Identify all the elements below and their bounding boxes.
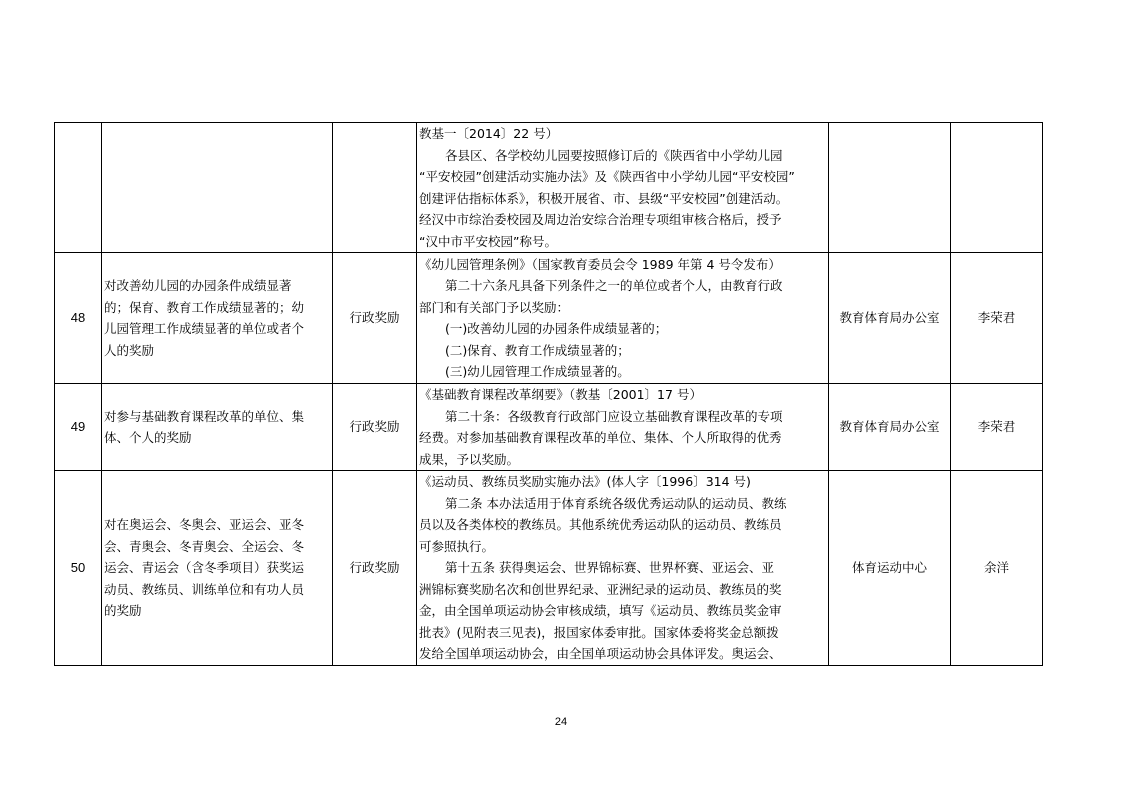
item-line: 人的奖励 [104, 342, 155, 358]
basis-line: 员以及各类体校的教练员。其他系统优秀运动队的运动员、教练员 [419, 517, 782, 532]
item-line: 会、青奥会、冬青奥会、全运会、冬 [104, 538, 305, 554]
legal-basis [417, 253, 829, 384]
item-line: 动员、教练员、训练单位和有功人员 [104, 581, 305, 597]
basis-line: 第十五条 获得奥运会、世界锦标赛、世界杯赛、亚运会、亚 [445, 560, 774, 575]
item-name [102, 471, 333, 666]
basis-line: 各县区、各学校幼儿园要按照修订后的《陕西省中小学幼儿园 [445, 147, 783, 163]
responsible-person: 余洋 [951, 471, 1043, 666]
item-line: 对改善幼儿园的办园条件成绩显著 [104, 278, 292, 293]
basis-line: 部门和有关部门予以奖励： [419, 299, 570, 315]
basis-line: 经汉中市综治委校园及周边治安综合治理专项组审核合格后，授予 [419, 212, 782, 227]
basis-line: 成果，予以奖励。 [419, 451, 520, 467]
basis-line: 第二十六条凡具备下列条件之一的单位或者个人，由教育行政 [445, 278, 783, 293]
basis-line: 第二十条：各级教育行政部门应设立基础教育课程改革的专项 [445, 408, 783, 424]
basis-line: 经费。对参加基础教育课程改革的单位、集体、个人所取得的优秀 [419, 430, 782, 445]
basis-line: (一)改善幼儿园的办园条件成绩显著的； [445, 321, 668, 336]
row-number: 50 [55, 471, 102, 666]
basis-line: 发给全国单项运动协会，由全国单项运动协会具体评发。奥运会、 [419, 646, 782, 661]
department: 教育体育局办公室 [829, 384, 951, 471]
row-number: 48 [55, 253, 102, 384]
table-row [55, 123, 1043, 253]
responsible-person [951, 123, 1043, 253]
item-line: 对参与基础教育课程改革的单位、集 [104, 408, 305, 424]
basis-line: 《幼儿园管理条例》（国家教育委员会令 1989 年第 4 号令发布） [419, 256, 781, 272]
item-name [102, 253, 333, 384]
rewards-table [54, 122, 1043, 666]
item-line: 的奖励 [104, 603, 142, 618]
item-line: 对在奥运会、冬奥会、亚运会、亚冬 [104, 517, 305, 532]
item-name [102, 384, 333, 471]
page-number: 24 [554, 716, 568, 728]
category: 行政奖励 [333, 384, 417, 471]
responsible-person: 李荣君 [951, 384, 1043, 471]
department [829, 123, 951, 253]
item-line: 运会、青运会（含冬季项目）获奖运 [104, 560, 305, 575]
department: 教育体育局办公室 [829, 253, 951, 384]
basis-line: 《运动员、教练员奖励实施办法》(体人字〔1996〕314 号) [419, 474, 751, 489]
basis-line: “平安校园”创建活动实施办法》及《陕西省中小学幼儿园“平安校园” [419, 169, 795, 184]
department: 体育运动中心 [829, 471, 951, 666]
category: 行政奖励 [333, 253, 417, 384]
category [333, 123, 417, 253]
basis-line: (三)幼儿园管理工作成绩显著的。 [445, 364, 630, 379]
legal-basis [417, 471, 829, 666]
item-line: 体、个人的奖励 [104, 430, 192, 445]
basis-line: 《基础教育课程改革纲要》（教基〔2001〕17 号） [419, 387, 702, 402]
item-line: 儿园管理工作成绩显著的单位或者个 [104, 321, 305, 336]
basis-line: (二)保育、教育工作成绩显著的； [445, 342, 630, 358]
basis-line: 可参照执行。 [419, 538, 495, 554]
table-row [55, 384, 1043, 471]
item-line: 的；保育、教育工作成绩显著的；幼 [104, 299, 305, 315]
basis-line: 创建评估指标体系》，积极开展省、市、县级“平安校园”创建活动。 [419, 190, 789, 206]
legal-basis [417, 123, 829, 253]
table-row [55, 471, 1043, 666]
basis-line: 批表》(见附表三见表)，报国家体委审批。国家体委将奖金总额拨 [419, 624, 779, 640]
category: 行政奖励 [333, 471, 417, 666]
basis-line: 金，由全国单项运动协会审核成绩，填写《运动员、教练员奖金审 [419, 603, 782, 618]
legal-basis [417, 384, 829, 471]
table-row [55, 253, 1043, 384]
basis-line: 第二条 本办法适用于体育系统各级优秀运动队的运动员、教练 [445, 495, 787, 511]
row-number: 49 [55, 384, 102, 471]
basis-line: “汉中市平安校园”称号。 [419, 233, 557, 249]
item-name [102, 123, 333, 253]
basis-line: 洲锦标赛奖励名次和创世界纪录、亚洲纪录的运动员、教练员的奖 [419, 581, 782, 597]
basis-line: 教基一〔2014〕22 号） [419, 126, 559, 141]
row-number [55, 123, 102, 253]
responsible-person: 李荣君 [951, 253, 1043, 384]
